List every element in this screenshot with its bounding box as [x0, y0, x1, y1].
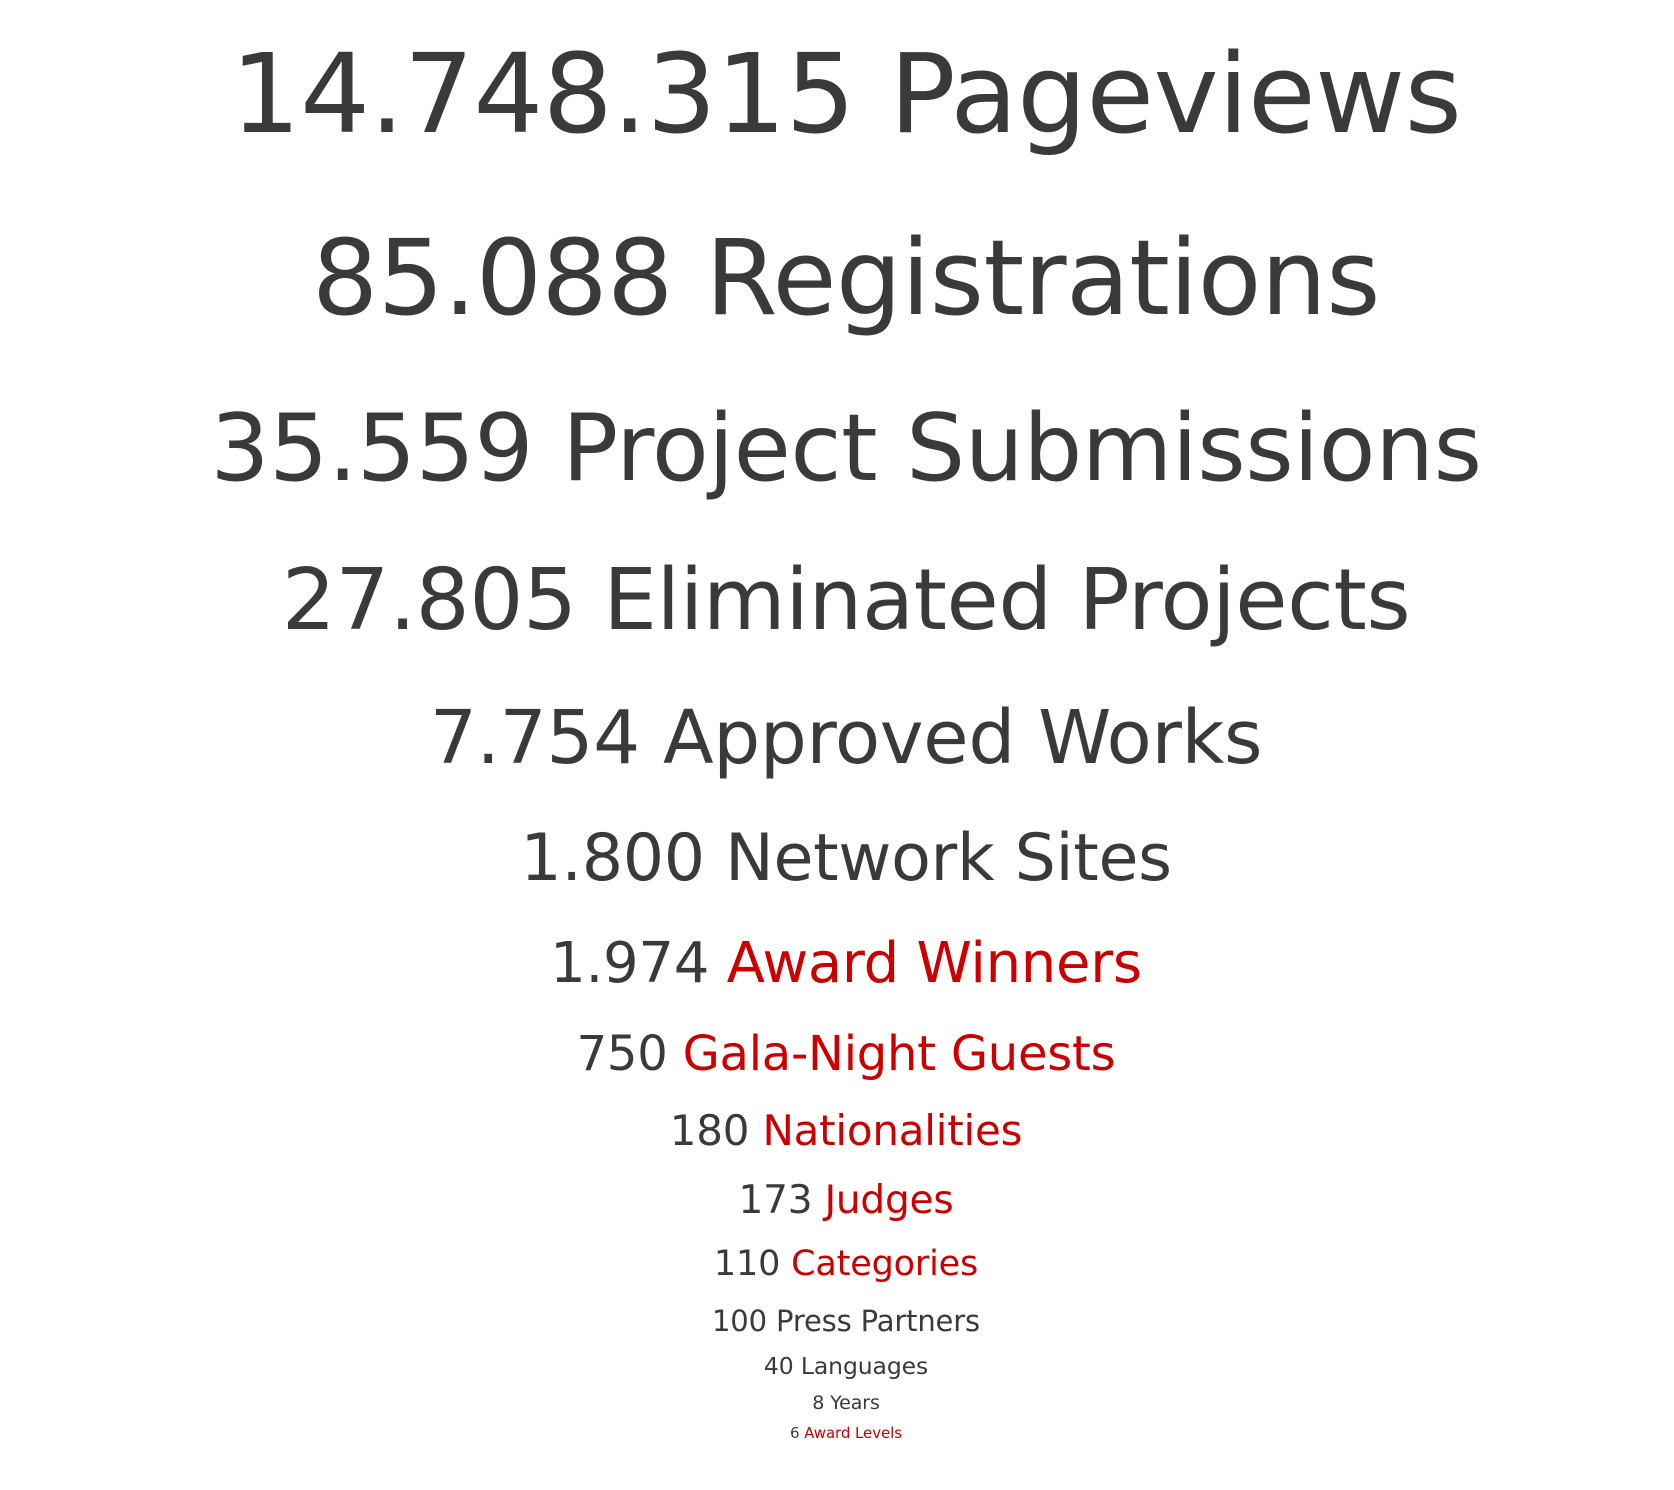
stat-spacer [705, 821, 725, 896]
stat-number: 173 [738, 1177, 813, 1223]
stat-label: Eliminated Projects [603, 550, 1411, 650]
stat-line [18, 1303, 1674, 1339]
stat-line [18, 818, 1674, 899]
stat-number: 85.088 [312, 217, 673, 339]
stat-spacer [640, 695, 663, 781]
stat-label: Languages [800, 1351, 929, 1380]
stat-number: 7.754 [429, 695, 640, 782]
stat-label-link[interactable]: Award Levels [804, 1424, 902, 1443]
stat-label: Press Partners [775, 1303, 980, 1338]
stat-label: Registrations [705, 217, 1380, 339]
stat-label-link[interactable]: Judges [824, 1177, 954, 1223]
stat-number: 110 [713, 1244, 781, 1285]
stat-label-link[interactable]: Categories [791, 1244, 979, 1285]
stat-spacer [577, 551, 604, 650]
stat-line [18, 1177, 1674, 1226]
stat-number: 1.800 [520, 821, 705, 897]
stat-number: 1.974 [550, 930, 710, 996]
stat-number: 35.559 [210, 393, 534, 502]
stat-number: 100 [711, 1303, 767, 1338]
stat-line [18, 929, 1674, 999]
stat-spacer [812, 1178, 824, 1223]
stat-spacer [533, 394, 562, 502]
stat-line [18, 692, 1674, 785]
stat-line [18, 1392, 1674, 1416]
stat-label: Network Sites [725, 821, 1172, 897]
stat-line [18, 1424, 1674, 1443]
stat-number: 27.805 [281, 550, 577, 650]
stat-label: Pageviews [889, 30, 1462, 158]
stat-label: Years [830, 1391, 880, 1414]
stat-line [18, 1024, 1674, 1084]
stat-label-link[interactable]: Award Winners [726, 930, 1142, 996]
stat-line [18, 26, 1674, 164]
statistics-list [18, 26, 1674, 1443]
stat-line [18, 1243, 1674, 1287]
stat-spacer [709, 931, 727, 996]
stat-spacer [668, 1026, 683, 1082]
stat-spacer [780, 1244, 791, 1284]
stat-label-link[interactable]: Gala-Night Guests [682, 1025, 1116, 1082]
stat-spacer [749, 1106, 762, 1155]
stat-label-link[interactable]: Nationalities [762, 1106, 1023, 1156]
stat-number: 180 [669, 1106, 750, 1156]
stat-spacer [767, 1304, 776, 1338]
stat-spacer [855, 30, 889, 158]
stat-label: Project Submissions [562, 393, 1482, 502]
stat-label: Approved Works [662, 695, 1263, 782]
stat-line [18, 548, 1674, 654]
stat-line [18, 390, 1674, 506]
stat-spacer [794, 1352, 801, 1380]
stat-line [18, 213, 1674, 343]
stat-spacer [673, 217, 706, 339]
stat-number: 40 [763, 1351, 794, 1380]
stat-number: 750 [576, 1025, 668, 1082]
stat-number: 14.748.315 [230, 30, 855, 158]
stat-number: 8 [812, 1391, 825, 1414]
stat-number: 6 [790, 1424, 800, 1443]
stat-line [18, 1105, 1674, 1158]
stat-line [18, 1352, 1674, 1381]
